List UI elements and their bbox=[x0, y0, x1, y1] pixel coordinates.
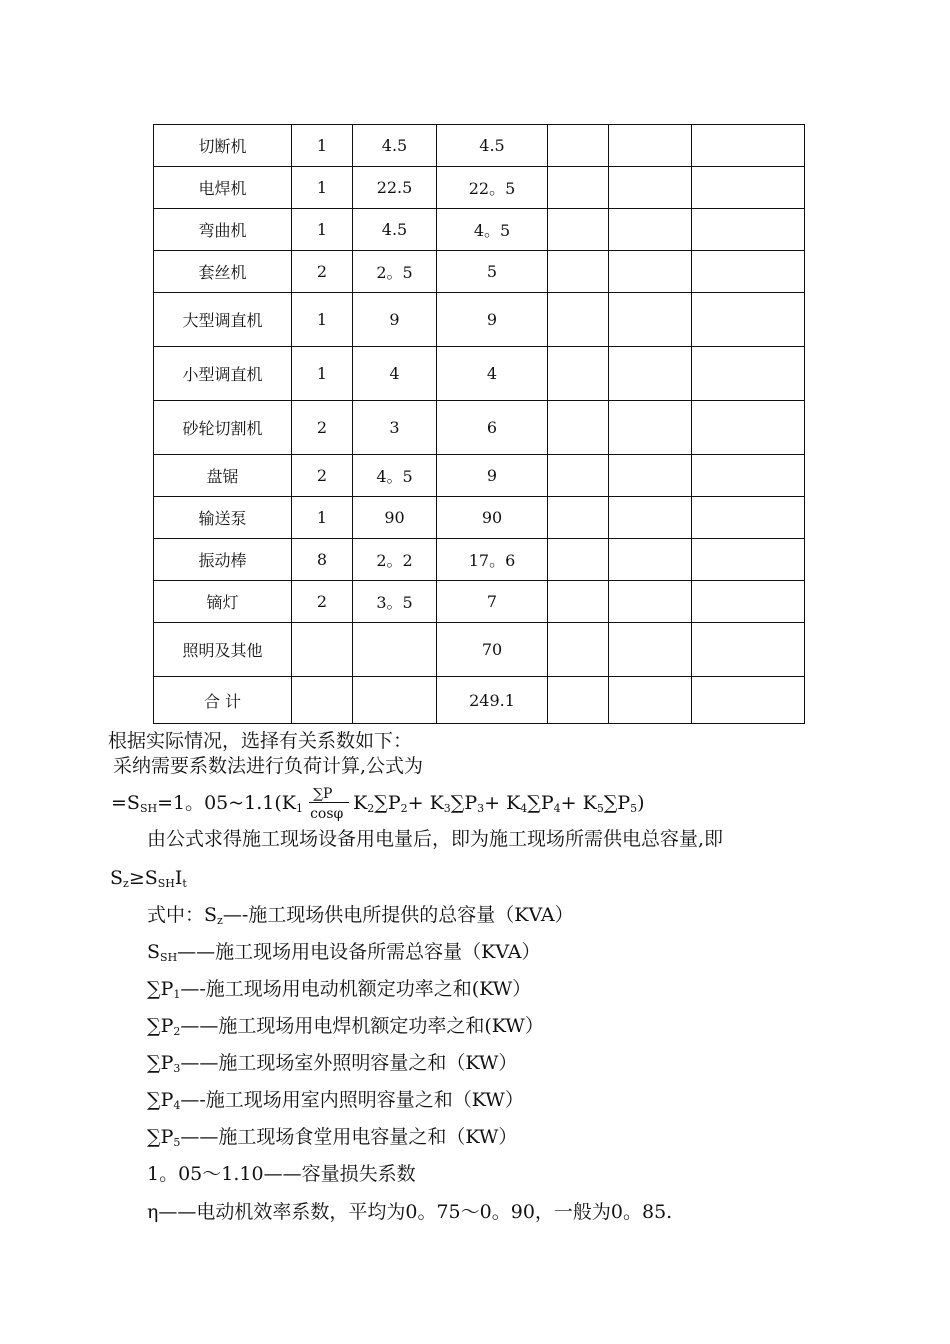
p4-term: ∑P bbox=[527, 792, 554, 814]
k4-subscript: 4 bbox=[520, 802, 528, 815]
empty-cell bbox=[548, 677, 609, 724]
table-row bbox=[154, 167, 805, 209]
def-ssh-prefix: S bbox=[147, 941, 161, 963]
empty-cell bbox=[692, 497, 805, 539]
def-p3-rest: ——施工现场室外照明容量之和（KW） bbox=[180, 1052, 518, 1074]
equipment-name-cell: 大型调直机 bbox=[154, 293, 292, 347]
empty-cell bbox=[609, 125, 692, 167]
empty-cell bbox=[692, 539, 805, 581]
empty-cell bbox=[692, 581, 805, 623]
equipment-table-body bbox=[154, 125, 805, 724]
table-row bbox=[154, 347, 805, 401]
definition-p5 bbox=[147, 1125, 517, 1149]
k2-term: K bbox=[353, 792, 368, 814]
equipment-name-cell: 输送泵 bbox=[154, 497, 292, 539]
empty-cell bbox=[548, 455, 609, 497]
table-row bbox=[154, 497, 805, 539]
definition-p2 bbox=[147, 1014, 544, 1038]
definition-p3 bbox=[147, 1051, 517, 1075]
quantity-cell: 1 bbox=[292, 293, 353, 347]
def-ssh-rest: ——施工现场用电设备所需总容量（KVA） bbox=[177, 941, 541, 963]
quantity-cell: 2 bbox=[292, 455, 353, 497]
result-line: 由公式求得施工现场设备用电量后，即为施工现场所需供电总容量,即 bbox=[147, 828, 724, 850]
unit-power-cell: 4。5 bbox=[353, 455, 437, 497]
definition-loss: 1。05～1.10——容量损失系数 bbox=[147, 1163, 416, 1185]
equipment-name-cell: 小型调直机 bbox=[154, 347, 292, 401]
equipment-name-cell: 镝灯 bbox=[154, 581, 292, 623]
def-sz-sub: z bbox=[217, 914, 223, 927]
power-fraction bbox=[309, 786, 353, 822]
equipment-name-cell: 弯曲机 bbox=[154, 209, 292, 251]
quantity-cell: 1 bbox=[292, 347, 353, 401]
k3-term: + K bbox=[407, 792, 444, 814]
p3-subscript: 3 bbox=[477, 802, 485, 815]
empty-cell bbox=[692, 677, 805, 724]
unit-power-cell: 9 bbox=[353, 293, 437, 347]
empty-cell bbox=[692, 251, 805, 293]
unit-power-cell: 4.5 bbox=[353, 209, 437, 251]
formula-line bbox=[111, 786, 645, 822]
unit-power-cell bbox=[353, 677, 437, 724]
table-row bbox=[154, 251, 805, 293]
def-p1-prefix: ∑P bbox=[147, 978, 174, 1000]
unit-power-cell: 3。5 bbox=[353, 581, 437, 623]
table-row bbox=[154, 125, 805, 167]
unit-power-cell: 2。2 bbox=[353, 539, 437, 581]
empty-cell bbox=[692, 623, 805, 677]
equipment-name-cell: 电焊机 bbox=[154, 167, 292, 209]
equipment-name-cell: 砂轮切割机 bbox=[154, 401, 292, 455]
fraction-numerator: ∑P bbox=[313, 786, 333, 802]
definition-p4 bbox=[147, 1088, 524, 1112]
table-row bbox=[154, 293, 805, 347]
total-power-cell: 4。5 bbox=[437, 209, 548, 251]
empty-cell bbox=[609, 293, 692, 347]
fraction-denominator: cosφ bbox=[310, 806, 344, 822]
empty-cell bbox=[548, 293, 609, 347]
def-p4-rest: —-施工现场用室内照明容量之和（KW） bbox=[180, 1089, 524, 1111]
table-row bbox=[154, 677, 805, 724]
table-row bbox=[154, 209, 805, 251]
empty-cell bbox=[548, 209, 609, 251]
equipment-name-cell: 套丝机 bbox=[154, 251, 292, 293]
formula-lead: =S bbox=[111, 792, 140, 814]
quantity-cell: 2 bbox=[292, 401, 353, 455]
empty-cell bbox=[692, 293, 805, 347]
def-sz-prefix: 式中：S bbox=[147, 904, 218, 926]
quantity-cell: 2 bbox=[292, 581, 353, 623]
definition-p1 bbox=[147, 977, 531, 1001]
equipment-name-cell: 振动棒 bbox=[154, 539, 292, 581]
empty-cell bbox=[548, 497, 609, 539]
def-p4-prefix: ∑P bbox=[147, 1089, 174, 1111]
quantity-cell bbox=[292, 623, 353, 677]
def-p3-prefix: ∑P bbox=[147, 1052, 174, 1074]
def-p1-sub: 1 bbox=[173, 988, 181, 1001]
empty-cell bbox=[548, 623, 609, 677]
sz-symbol: S bbox=[110, 867, 124, 889]
def-ssh-sub: SH bbox=[160, 951, 178, 964]
def-p5-prefix: ∑P bbox=[147, 1126, 174, 1148]
table-row bbox=[154, 539, 805, 581]
total-power-cell: 22。5 bbox=[437, 167, 548, 209]
unit-power-cell: 90 bbox=[353, 497, 437, 539]
unit-power-cell: 4 bbox=[353, 347, 437, 401]
def-p3-sub: 3 bbox=[173, 1062, 181, 1075]
unit-power-cell: 4.5 bbox=[353, 125, 437, 167]
ssh-subscript: SH bbox=[139, 802, 158, 815]
empty-cell bbox=[548, 581, 609, 623]
total-power-cell: 4 bbox=[437, 347, 548, 401]
total-power-cell: 5 bbox=[437, 251, 548, 293]
total-power-cell: 90 bbox=[437, 497, 548, 539]
p5-term: ∑P bbox=[603, 792, 631, 814]
unit-power-cell: 22.5 bbox=[353, 167, 437, 209]
definition-eta: η——电动机效率系数，平均为0。75～0。90，一般为0。85. bbox=[147, 1201, 673, 1223]
definition-sz bbox=[147, 903, 574, 927]
empty-cell bbox=[609, 455, 692, 497]
total-power-cell: 70 bbox=[437, 623, 548, 677]
unit-power-cell: 2。5 bbox=[353, 251, 437, 293]
equipment-name-cell: 盘锯 bbox=[154, 455, 292, 497]
empty-cell bbox=[609, 623, 692, 677]
intro-line: 根据实际情况，选择有关系数如下： bbox=[108, 730, 413, 752]
quantity-cell: 8 bbox=[292, 539, 353, 581]
quantity-cell: 1 bbox=[292, 497, 353, 539]
table-row bbox=[154, 581, 805, 623]
ssh-subscript-2: SH bbox=[157, 877, 175, 890]
total-power-cell: 9 bbox=[437, 293, 548, 347]
i-symbol: I bbox=[174, 867, 183, 889]
total-power-cell: 17。6 bbox=[437, 539, 548, 581]
formula-close: ) bbox=[637, 792, 645, 814]
k2-subscript: 2 bbox=[367, 802, 375, 815]
def-p4-sub: 4 bbox=[173, 1099, 181, 1112]
definition-ssh bbox=[147, 940, 541, 964]
empty-cell bbox=[548, 125, 609, 167]
total-power-cell: 6 bbox=[437, 401, 548, 455]
k5-subscript: 5 bbox=[596, 802, 604, 815]
empty-cell bbox=[548, 347, 609, 401]
empty-cell bbox=[609, 167, 692, 209]
t-subscript: t bbox=[182, 877, 187, 890]
total-power-cell: 9 bbox=[437, 455, 548, 497]
total-power-cell: 249.1 bbox=[437, 677, 548, 724]
unit-power-cell: 3 bbox=[353, 401, 437, 455]
empty-cell bbox=[609, 539, 692, 581]
total-power-cell: 7 bbox=[437, 581, 548, 623]
method-line: 采纳需要系数法进行负荷计算,公式为 bbox=[113, 755, 424, 777]
p4-subscript: 4 bbox=[553, 802, 561, 815]
inequality-line bbox=[110, 866, 187, 890]
empty-cell bbox=[609, 677, 692, 724]
k3-subscript: 3 bbox=[443, 802, 451, 815]
table-row bbox=[154, 623, 805, 677]
k4-term: + K bbox=[484, 792, 521, 814]
equipment-name-cell: 切断机 bbox=[154, 125, 292, 167]
empty-cell bbox=[609, 401, 692, 455]
empty-cell bbox=[609, 581, 692, 623]
p2-term: ∑P bbox=[374, 792, 401, 814]
equipment-table bbox=[153, 124, 805, 724]
p3-term: ∑P bbox=[450, 792, 478, 814]
quantity-cell: 1 bbox=[292, 125, 353, 167]
empty-cell bbox=[609, 209, 692, 251]
geq-ssh: ≥S bbox=[128, 867, 158, 889]
empty-cell bbox=[692, 209, 805, 251]
k1-subscript: 1 bbox=[296, 802, 304, 815]
def-p2-sub: 2 bbox=[173, 1025, 181, 1038]
empty-cell bbox=[692, 125, 805, 167]
def-p2-rest: ——施工现场用电焊机额定功率之和(KW） bbox=[180, 1015, 544, 1037]
quantity-cell: 1 bbox=[292, 167, 353, 209]
k5-term: + K bbox=[560, 792, 597, 814]
def-p5-rest: ——施工现场食堂用电容量之和（KW） bbox=[180, 1126, 518, 1148]
empty-cell bbox=[548, 251, 609, 293]
empty-cell bbox=[692, 401, 805, 455]
equipment-name-cell: 合 计 bbox=[154, 677, 292, 724]
def-p1-rest: —-施工现场用电动机额定功率之和(KW） bbox=[180, 978, 532, 1000]
def-p5-sub: 5 bbox=[173, 1136, 181, 1149]
table-row bbox=[154, 455, 805, 497]
empty-cell bbox=[548, 167, 609, 209]
empty-cell bbox=[692, 167, 805, 209]
unit-power-cell bbox=[353, 623, 437, 677]
formula-coefficient: =1。05~1.1(K bbox=[157, 792, 297, 814]
empty-cell bbox=[609, 347, 692, 401]
empty-cell bbox=[609, 497, 692, 539]
total-power-cell: 4.5 bbox=[437, 125, 548, 167]
p2-subscript: 2 bbox=[400, 802, 408, 815]
empty-cell bbox=[548, 401, 609, 455]
empty-cell bbox=[692, 347, 805, 401]
def-sz-rest: —-施工现场供电所提供的总容量（KVA） bbox=[222, 904, 574, 926]
equipment-name-cell: 照明及其他 bbox=[154, 623, 292, 677]
sz-subscript: z bbox=[123, 877, 129, 890]
empty-cell bbox=[548, 539, 609, 581]
empty-cell bbox=[609, 251, 692, 293]
def-p2-prefix: ∑P bbox=[147, 1015, 174, 1037]
p5-subscript: 5 bbox=[630, 802, 638, 815]
table-row bbox=[154, 401, 805, 455]
quantity-cell bbox=[292, 677, 353, 724]
quantity-cell: 2 bbox=[292, 251, 353, 293]
empty-cell bbox=[692, 455, 805, 497]
quantity-cell: 1 bbox=[292, 209, 353, 251]
